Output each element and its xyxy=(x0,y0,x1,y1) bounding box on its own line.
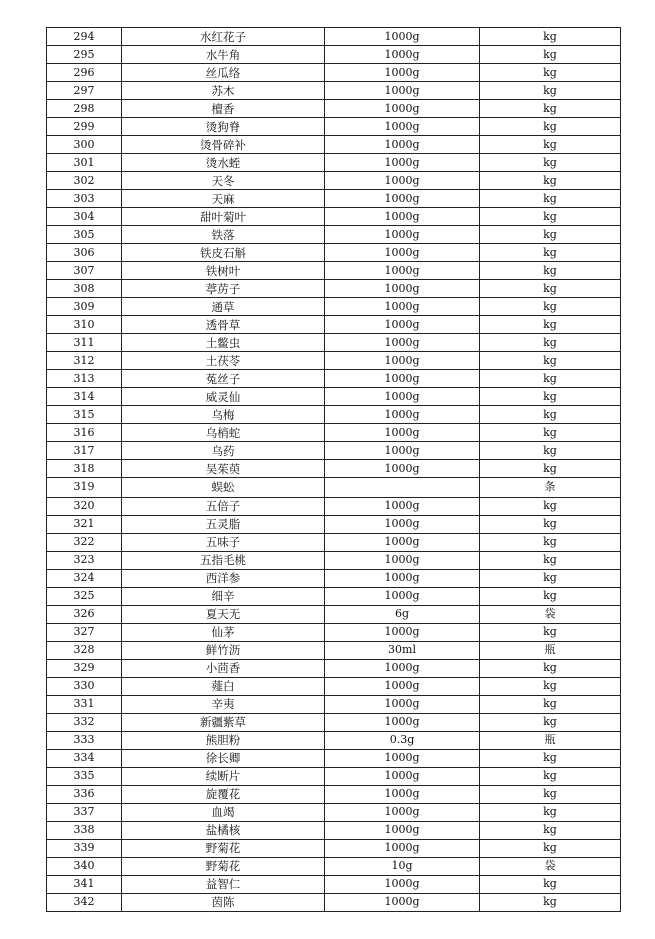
item-name-cell: 茵陈 xyxy=(122,893,325,911)
table-row xyxy=(47,370,621,388)
table-row xyxy=(47,695,621,713)
table-row xyxy=(47,28,621,46)
unit-cell: kg xyxy=(480,677,621,695)
spec-cell: 1000g xyxy=(325,460,480,478)
row-number-cell: 300 xyxy=(47,136,122,154)
table-row xyxy=(47,497,621,515)
item-name-cell: 益智仁 xyxy=(122,875,325,893)
unit-cell: kg xyxy=(480,713,621,731)
unit-cell: kg xyxy=(480,118,621,136)
item-name-cell: 水红花子 xyxy=(122,28,325,46)
table-row xyxy=(47,280,621,298)
item-name-cell: 土茯苓 xyxy=(122,352,325,370)
table-row xyxy=(47,442,621,460)
item-name-cell: 五指毛桃 xyxy=(122,551,325,569)
item-name-cell: 乌梅 xyxy=(122,406,325,424)
table-row xyxy=(47,46,621,64)
table-row xyxy=(47,713,621,731)
table-row xyxy=(47,118,621,136)
unit-cell: kg xyxy=(480,28,621,46)
row-number-cell: 301 xyxy=(47,154,122,172)
item-name-cell: 五味子 xyxy=(122,533,325,551)
table-row xyxy=(47,460,621,478)
item-name-cell: 天麻 xyxy=(122,190,325,208)
item-name-cell: 透骨草 xyxy=(122,316,325,334)
spec-cell: 1000g xyxy=(325,533,480,551)
spec-cell: 1000g xyxy=(325,659,480,677)
unit-cell: kg xyxy=(480,136,621,154)
row-number-cell: 337 xyxy=(47,803,122,821)
table-row xyxy=(47,515,621,533)
unit-cell: kg xyxy=(480,497,621,515)
row-number-cell: 298 xyxy=(47,100,122,118)
row-number-cell: 302 xyxy=(47,172,122,190)
spec-cell: 6g xyxy=(325,605,480,623)
spec-cell: 0.3g xyxy=(325,731,480,749)
spec-cell: 1000g xyxy=(325,713,480,731)
unit-cell: kg xyxy=(480,821,621,839)
table-row xyxy=(47,821,621,839)
unit-cell: kg xyxy=(480,442,621,460)
item-name-cell: 蜈蚣 xyxy=(122,478,325,498)
unit-cell: kg xyxy=(480,569,621,587)
row-number-cell: 330 xyxy=(47,677,122,695)
row-number-cell: 336 xyxy=(47,785,122,803)
table-row xyxy=(47,316,621,334)
row-number-cell: 297 xyxy=(47,82,122,100)
table-row xyxy=(47,659,621,677)
row-number-cell: 321 xyxy=(47,515,122,533)
row-number-cell: 333 xyxy=(47,731,122,749)
item-name-cell: 烫狗脊 xyxy=(122,118,325,136)
row-number-cell: 311 xyxy=(47,334,122,352)
spec-cell: 1000g xyxy=(325,172,480,190)
row-number-cell: 323 xyxy=(47,551,122,569)
spec-cell: 1000g xyxy=(325,785,480,803)
item-name-cell: 熊胆粉 xyxy=(122,731,325,749)
table-row xyxy=(47,623,621,641)
table-row xyxy=(47,334,621,352)
table-row xyxy=(47,406,621,424)
spec-cell: 1000g xyxy=(325,551,480,569)
table-row xyxy=(47,893,621,911)
spec-cell: 1000g xyxy=(325,136,480,154)
spec-cell: 1000g xyxy=(325,695,480,713)
unit-cell: kg xyxy=(480,551,621,569)
table-row xyxy=(47,82,621,100)
unit-cell: kg xyxy=(480,659,621,677)
row-number-cell: 318 xyxy=(47,460,122,478)
table-row xyxy=(47,533,621,551)
spec-cell: 1000g xyxy=(325,893,480,911)
item-name-cell: 铁落 xyxy=(122,226,325,244)
table-row xyxy=(47,226,621,244)
unit-cell: kg xyxy=(480,839,621,857)
unit-cell: kg xyxy=(480,334,621,352)
table-body xyxy=(47,28,621,912)
table-row xyxy=(47,352,621,370)
row-number-cell: 306 xyxy=(47,244,122,262)
spec-cell: 1000g xyxy=(325,226,480,244)
unit-cell: kg xyxy=(480,244,621,262)
table-row xyxy=(47,767,621,785)
table-row xyxy=(47,172,621,190)
row-number-cell: 342 xyxy=(47,893,122,911)
table-row xyxy=(47,100,621,118)
unit-cell: kg xyxy=(480,370,621,388)
spec-cell: 1000g xyxy=(325,190,480,208)
item-name-cell: 辛夷 xyxy=(122,695,325,713)
item-name-cell: 菟丝子 xyxy=(122,370,325,388)
table-row xyxy=(47,298,621,316)
unit-cell: kg xyxy=(480,785,621,803)
item-name-cell: 威灵仙 xyxy=(122,388,325,406)
table-row xyxy=(47,749,621,767)
unit-cell: kg xyxy=(480,875,621,893)
table-row xyxy=(47,64,621,82)
row-number-cell: 319 xyxy=(47,478,122,498)
item-name-cell: 新疆紫草 xyxy=(122,713,325,731)
spec-cell: 1000g xyxy=(325,442,480,460)
spec-cell: 1000g xyxy=(325,46,480,64)
row-number-cell: 322 xyxy=(47,533,122,551)
item-name-cell: 五倍子 xyxy=(122,497,325,515)
unit-cell: kg xyxy=(480,280,621,298)
item-name-cell: 土鳖虫 xyxy=(122,334,325,352)
spec-cell: 1000g xyxy=(325,154,480,172)
table-row xyxy=(47,731,621,749)
item-name-cell: 野菊花 xyxy=(122,857,325,875)
item-name-cell: 旋覆花 xyxy=(122,785,325,803)
table-row xyxy=(47,424,621,442)
spec-cell: 1000g xyxy=(325,370,480,388)
item-name-cell: 天冬 xyxy=(122,172,325,190)
table-row xyxy=(47,857,621,875)
item-name-cell: 乌梢蛇 xyxy=(122,424,325,442)
unit-cell: kg xyxy=(480,82,621,100)
table-row xyxy=(47,875,621,893)
row-number-cell: 324 xyxy=(47,569,122,587)
unit-cell: kg xyxy=(480,316,621,334)
spec-cell: 1000g xyxy=(325,821,480,839)
spec-cell: 1000g xyxy=(325,424,480,442)
unit-cell: kg xyxy=(480,406,621,424)
row-number-cell: 312 xyxy=(47,352,122,370)
item-name-cell: 仙茅 xyxy=(122,623,325,641)
drug-list-table-container xyxy=(46,27,621,912)
item-name-cell: 乌药 xyxy=(122,442,325,460)
unit-cell: kg xyxy=(480,893,621,911)
table-row xyxy=(47,208,621,226)
table-row xyxy=(47,839,621,857)
item-name-cell: 烫水蛭 xyxy=(122,154,325,172)
unit-cell: kg xyxy=(480,172,621,190)
table-row xyxy=(47,569,621,587)
row-number-cell: 331 xyxy=(47,695,122,713)
item-name-cell: 野菊花 xyxy=(122,839,325,857)
row-number-cell: 325 xyxy=(47,587,122,605)
spec-cell: 1000g xyxy=(325,875,480,893)
row-number-cell: 332 xyxy=(47,713,122,731)
item-name-cell: 铁皮石斛 xyxy=(122,244,325,262)
row-number-cell: 326 xyxy=(47,605,122,623)
item-name-cell: 西洋参 xyxy=(122,569,325,587)
row-number-cell: 308 xyxy=(47,280,122,298)
item-name-cell: 小茴香 xyxy=(122,659,325,677)
row-number-cell: 320 xyxy=(47,497,122,515)
spec-cell: 1000g xyxy=(325,100,480,118)
unit-cell: kg xyxy=(480,695,621,713)
spec-cell: 1000g xyxy=(325,208,480,226)
unit-cell: 条 xyxy=(480,478,621,498)
spec-cell: 1000g xyxy=(325,82,480,100)
table-row xyxy=(47,244,621,262)
spec-cell: 1000g xyxy=(325,677,480,695)
item-name-cell: 甜叶菊叶 xyxy=(122,208,325,226)
spec-cell: 1000g xyxy=(325,587,480,605)
item-name-cell: 五灵脂 xyxy=(122,515,325,533)
unit-cell: kg xyxy=(480,226,621,244)
row-number-cell: 303 xyxy=(47,190,122,208)
item-name-cell: 盐橘核 xyxy=(122,821,325,839)
row-number-cell: 341 xyxy=(47,875,122,893)
item-name-cell: 续断片 xyxy=(122,767,325,785)
table-row xyxy=(47,136,621,154)
item-name-cell: 鲜竹沥 xyxy=(122,641,325,659)
unit-cell: 袋 xyxy=(480,605,621,623)
row-number-cell: 314 xyxy=(47,388,122,406)
table-row xyxy=(47,803,621,821)
row-number-cell: 329 xyxy=(47,659,122,677)
unit-cell: kg xyxy=(480,767,621,785)
unit-cell: kg xyxy=(480,460,621,478)
item-name-cell: 夏天无 xyxy=(122,605,325,623)
row-number-cell: 305 xyxy=(47,226,122,244)
unit-cell: kg xyxy=(480,190,621,208)
row-number-cell: 328 xyxy=(47,641,122,659)
unit-cell: kg xyxy=(480,388,621,406)
unit-cell: 瓶 xyxy=(480,731,621,749)
table-row xyxy=(47,478,621,498)
spec-cell: 1000g xyxy=(325,803,480,821)
table-row xyxy=(47,190,621,208)
row-number-cell: 334 xyxy=(47,749,122,767)
item-name-cell: 烫骨碎补 xyxy=(122,136,325,154)
row-number-cell: 304 xyxy=(47,208,122,226)
unit-cell: kg xyxy=(480,100,621,118)
spec-cell: 1000g xyxy=(325,334,480,352)
spec-cell: 1000g xyxy=(325,569,480,587)
unit-cell: kg xyxy=(480,587,621,605)
row-number-cell: 299 xyxy=(47,118,122,136)
row-number-cell: 340 xyxy=(47,857,122,875)
spec-cell xyxy=(325,478,480,498)
row-number-cell: 315 xyxy=(47,406,122,424)
item-name-cell: 细辛 xyxy=(122,587,325,605)
table-row xyxy=(47,388,621,406)
row-number-cell: 327 xyxy=(47,623,122,641)
table-row xyxy=(47,641,621,659)
spec-cell: 1000g xyxy=(325,352,480,370)
spec-cell: 1000g xyxy=(325,118,480,136)
spec-cell: 1000g xyxy=(325,839,480,857)
row-number-cell: 317 xyxy=(47,442,122,460)
item-name-cell: 血竭 xyxy=(122,803,325,821)
item-name-cell: 水牛角 xyxy=(122,46,325,64)
row-number-cell: 335 xyxy=(47,767,122,785)
item-name-cell: 苏木 xyxy=(122,82,325,100)
row-number-cell: 339 xyxy=(47,839,122,857)
unit-cell: kg xyxy=(480,208,621,226)
item-name-cell: 葶苈子 xyxy=(122,280,325,298)
spec-cell: 1000g xyxy=(325,28,480,46)
item-name-cell: 通草 xyxy=(122,298,325,316)
spec-cell: 1000g xyxy=(325,749,480,767)
row-number-cell: 316 xyxy=(47,424,122,442)
table-row xyxy=(47,262,621,280)
unit-cell: kg xyxy=(480,298,621,316)
spec-cell: 10g xyxy=(325,857,480,875)
unit-cell: kg xyxy=(480,424,621,442)
unit-cell: 瓶 xyxy=(480,641,621,659)
table-row xyxy=(47,677,621,695)
row-number-cell: 294 xyxy=(47,28,122,46)
unit-cell: kg xyxy=(480,154,621,172)
row-number-cell: 307 xyxy=(47,262,122,280)
spec-cell: 1000g xyxy=(325,298,480,316)
spec-cell: 1000g xyxy=(325,280,480,298)
table-row xyxy=(47,785,621,803)
table-row xyxy=(47,587,621,605)
drug-list-table xyxy=(46,27,621,912)
row-number-cell: 295 xyxy=(47,46,122,64)
unit-cell: kg xyxy=(480,262,621,280)
row-number-cell: 309 xyxy=(47,298,122,316)
row-number-cell: 296 xyxy=(47,64,122,82)
table-row xyxy=(47,154,621,172)
unit-cell: 袋 xyxy=(480,857,621,875)
spec-cell: 1000g xyxy=(325,623,480,641)
unit-cell: kg xyxy=(480,352,621,370)
item-name-cell: 吴茱萸 xyxy=(122,460,325,478)
unit-cell: kg xyxy=(480,623,621,641)
spec-cell: 1000g xyxy=(325,406,480,424)
item-name-cell: 铁树叶 xyxy=(122,262,325,280)
item-name-cell: 檀香 xyxy=(122,100,325,118)
spec-cell: 1000g xyxy=(325,767,480,785)
item-name-cell: 徐长卿 xyxy=(122,749,325,767)
spec-cell: 1000g xyxy=(325,64,480,82)
spec-cell: 30ml xyxy=(325,641,480,659)
spec-cell: 1000g xyxy=(325,515,480,533)
table-row xyxy=(47,605,621,623)
unit-cell: kg xyxy=(480,515,621,533)
spec-cell: 1000g xyxy=(325,316,480,334)
unit-cell: kg xyxy=(480,46,621,64)
row-number-cell: 313 xyxy=(47,370,122,388)
unit-cell: kg xyxy=(480,533,621,551)
unit-cell: kg xyxy=(480,803,621,821)
item-name-cell: 丝瓜络 xyxy=(122,64,325,82)
unit-cell: kg xyxy=(480,64,621,82)
spec-cell: 1000g xyxy=(325,244,480,262)
table-row xyxy=(47,551,621,569)
spec-cell: 1000g xyxy=(325,262,480,280)
spec-cell: 1000g xyxy=(325,388,480,406)
spec-cell: 1000g xyxy=(325,497,480,515)
row-number-cell: 310 xyxy=(47,316,122,334)
row-number-cell: 338 xyxy=(47,821,122,839)
item-name-cell: 薤白 xyxy=(122,677,325,695)
unit-cell: kg xyxy=(480,749,621,767)
